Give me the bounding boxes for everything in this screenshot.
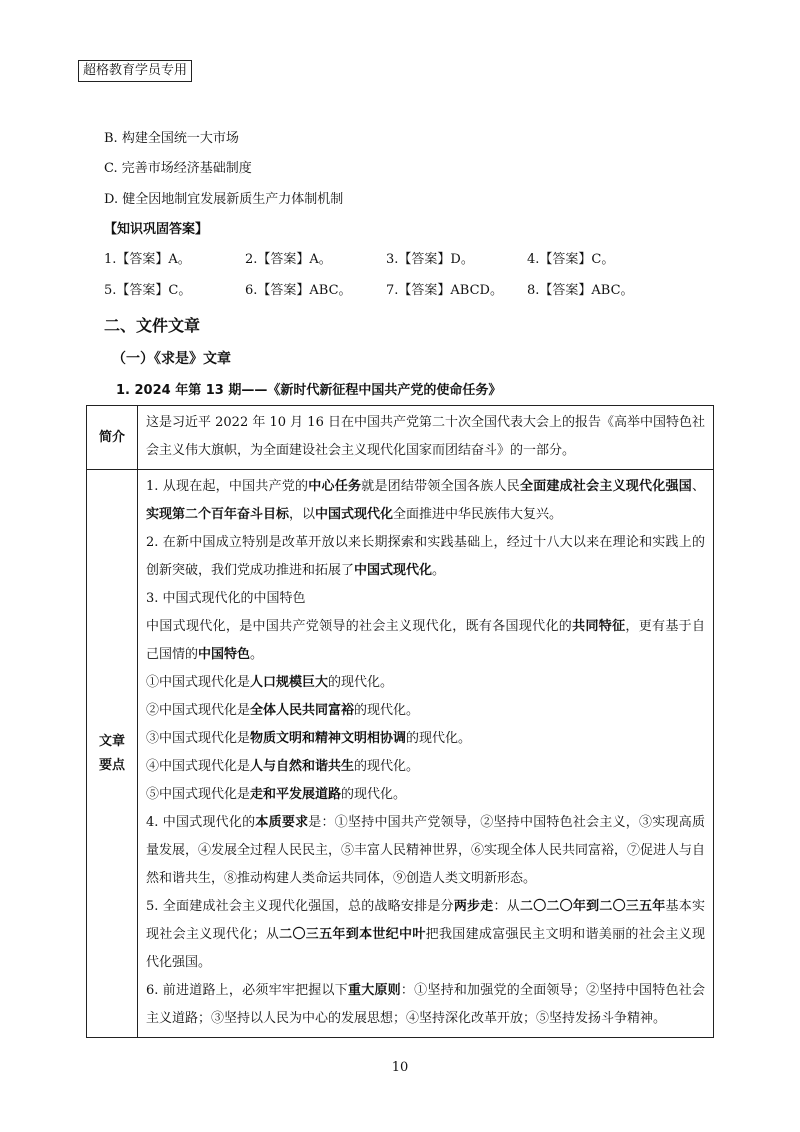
point-6: 6. 前进道路上，必须牢牢把握以下重大原则：①坚持和加强党的全面领导；②坚持中国特色社会主义道路；③坚持以人民为中心的发展思想；④坚持深化改革开放；⑤坚持发扬斗争精神。 — [146, 983, 705, 1026]
answer-8: 8.【答案】ABC。 — [527, 283, 634, 298]
article-table — [86, 405, 714, 1038]
feature-5: ⑤中国式现代化是走和平发展道路的现代化。 — [146, 787, 407, 802]
points-text — [138, 470, 714, 1038]
intro-label: 简介 — [87, 406, 138, 470]
section-title: 二、文件文章 — [104, 316, 201, 335]
point-3: 3. 中国式现代化的中国特色 — [146, 591, 306, 606]
page-number: 10 — [391, 1060, 409, 1075]
subsection-title: （一）《求是》文章 — [112, 351, 231, 367]
point-4: 4. 中国式现代化的本质要求是：①坚持中国共产党领导，②坚持中国特色社会主义，③实现高质量发展，④发展全过程人民民主，⑤丰富人民精神世界，⑥实现全体人民共同富裕，⑦促进人与自然和谐共生，⑧推动构建人类命运共同体，⑨创造人类文明新形态。 — [146, 815, 706, 886]
intro-row — [87, 406, 714, 470]
answers-title: 【知识巩固答案】 — [104, 222, 209, 237]
answer-6: 6.【答案】ABC。 — [245, 283, 352, 298]
answer-4: 4.【答案】C。 — [527, 252, 615, 267]
points-row — [87, 470, 714, 1038]
answer-7: 7.【答案】ABCD。 — [386, 283, 503, 298]
answer-1: 1.【答案】A。 — [104, 252, 191, 267]
answer-2: 2.【答案】A。 — [245, 252, 332, 267]
answer-5: 5.【答案】C。 — [104, 283, 192, 298]
feature-4: ④中国式现代化是人与自然和谐共生的现代化。 — [146, 759, 420, 774]
header-stamp: 超格教育学员专用 — [78, 60, 192, 82]
point-2: 2. 在新中国成立特别是改革开放以来长期探索和实践基础上，经过十八大以来在理论和实践上的创新突破，我们党成功推进和拓展了中国式现代化。 — [146, 535, 705, 578]
point-1: 1. 从现在起，中国共产党的中心任务就是团结带领全国各族人民全面建成社会主义现代化强国、实现第二个百年奋斗目标，以中国式现代化全面推进中华民族伟大复兴。 — [146, 479, 705, 522]
answer-3: 3.【答案】D。 — [386, 252, 474, 267]
option-c: C. 完善市场经济基础制度 — [104, 161, 252, 176]
point-3-desc: 中国式现代化，是中国共产党领导的社会主义现代化，既有各国现代化的共同特征，更有基于自己国情的中国特色。 — [146, 619, 705, 662]
article-title: 1. 2024 年第 13 期——《新时代新征程中国共产党的使命任务》 — [116, 383, 502, 398]
option-d: D. 健全因地制宜发展新质生产力体制机制 — [104, 192, 344, 207]
feature-3: ③中国式现代化是物质文明和精神文明相协调的现代化。 — [146, 731, 472, 746]
points-label: 文章 要点 — [87, 470, 138, 1038]
intro-text: 这是习近平 2022 年 10 月 16 日在中国共产党第二十次全国代表大会上的报告《高举中国特色社会主义伟大旗帜，为全面建设社会主义现代化国家而团结奋斗》的一部分。 — [138, 406, 714, 470]
point-5: 5. 全面建成社会主义现代化强国，总的战略安排是分两步走：从二〇二〇年到二〇三五年基本实现社会主义现代化；从二〇三五年到本世纪中叶把我国建成富强民主文明和谐美丽的社会主义现代化强国。 — [146, 899, 705, 970]
feature-2: ②中国式现代化是全体人民共同富裕的现代化。 — [146, 703, 420, 718]
option-b: B. 构建全国统一大市场 — [104, 131, 239, 146]
feature-1: ①中国式现代化是人口规模巨大的现代化。 — [146, 675, 394, 690]
